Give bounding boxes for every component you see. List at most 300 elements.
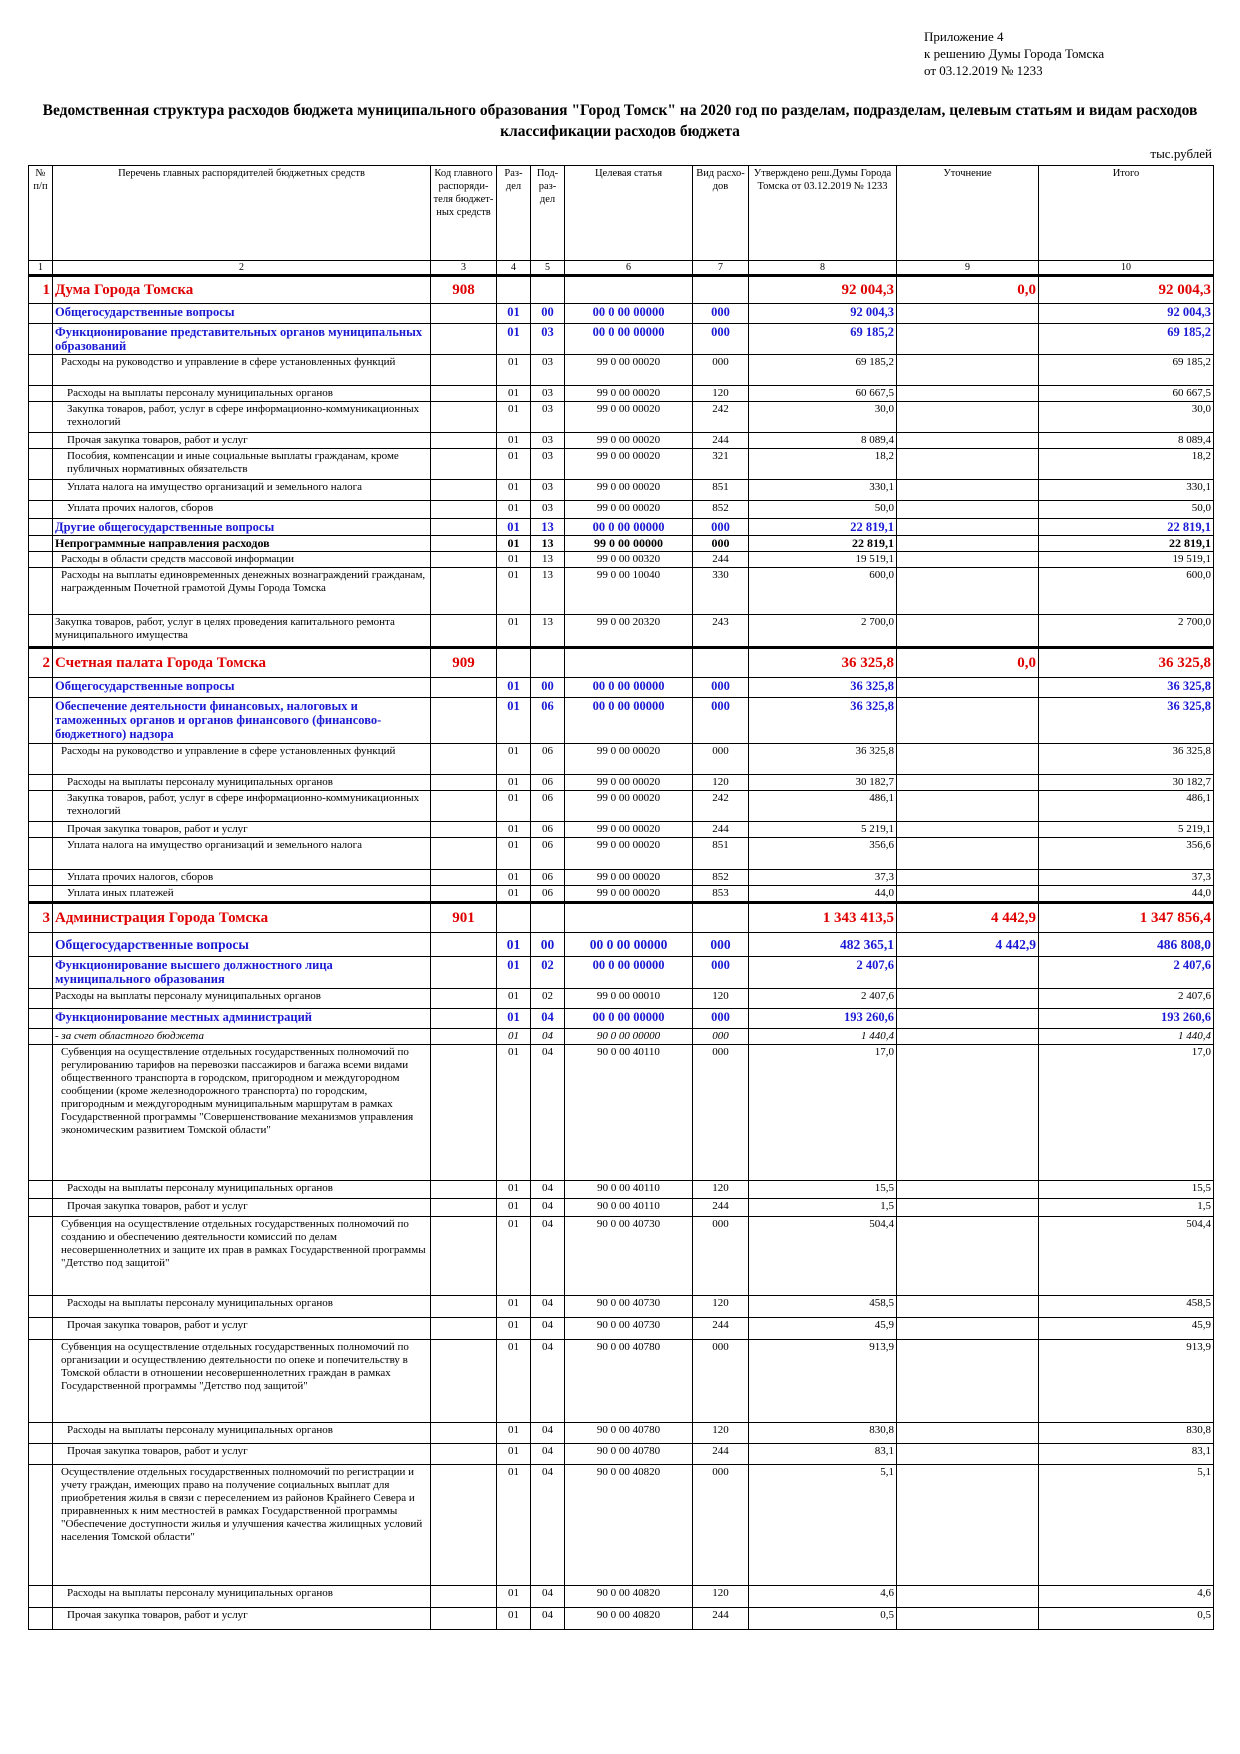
row-name: Прочая закупка товаров, работ и услуг xyxy=(53,822,431,838)
section-code: 01 xyxy=(497,519,531,536)
subsection-code: 06 xyxy=(531,791,565,822)
change-amount xyxy=(897,1608,1039,1630)
table-row xyxy=(29,1199,1214,1217)
row-name: Закупка товаров, работ, услуг в сфере информационно-коммуникационных технологий xyxy=(53,791,431,822)
approved-amount: 36 325,8 xyxy=(749,698,897,744)
target-item-code: 99 0 00 00020 xyxy=(565,449,693,480)
change-amount xyxy=(897,698,1039,744)
table-row xyxy=(29,648,1214,678)
expense-type-code: 000 xyxy=(693,1045,749,1181)
subsection-code: 06 xyxy=(531,886,565,903)
row-number: 3 xyxy=(29,903,53,933)
target-item-code: 90 0 00 40110 xyxy=(565,1045,693,1181)
expense-type-code: 244 xyxy=(693,433,749,449)
section-code: 01 xyxy=(497,791,531,822)
row-number xyxy=(29,480,53,501)
expense-type-code: 244 xyxy=(693,1199,749,1217)
table-row xyxy=(29,1586,1214,1608)
section-code xyxy=(497,903,531,933)
change-amount xyxy=(897,552,1039,568)
change-amount xyxy=(897,870,1039,886)
table-row xyxy=(29,1465,1214,1586)
change-amount xyxy=(897,324,1039,355)
row-number: 1 xyxy=(29,276,53,304)
target-item-code: 00 0 00 00000 xyxy=(565,1009,693,1029)
table-row xyxy=(29,1340,1214,1423)
row-name: Прочая закупка товаров, работ и услуг xyxy=(53,1318,431,1340)
expense-type-code: 120 xyxy=(693,1181,749,1199)
appendix-line: к решению Думы Города Томска xyxy=(924,46,1105,61)
row-name: Расходы на руководство и управление в сфере установленных функций xyxy=(53,355,431,386)
table-row xyxy=(29,568,1214,615)
expense-type-code: 244 xyxy=(693,1318,749,1340)
row-name: Уплата иных платежей xyxy=(53,886,431,903)
expense-type-code: 000 xyxy=(693,957,749,989)
row-number xyxy=(29,1444,53,1465)
distributor-code xyxy=(431,552,497,568)
distributor-code xyxy=(431,1296,497,1318)
target-item-code: 00 0 00 00000 xyxy=(565,933,693,957)
target-item-code: 90 0 00 40780 xyxy=(565,1340,693,1423)
table-row xyxy=(29,1045,1214,1181)
total-amount: 1 347 856,4 xyxy=(1039,903,1214,933)
subsection-code: 06 xyxy=(531,744,565,775)
row-name: Субвенция на осуществление отдельных государственных полномочий по организации и осуществлению деятельности по опеке и попечительству в Томской области в отношении несовершеннолетних граждан в рамках Государственной программы "Детство под защитой" xyxy=(53,1340,431,1423)
total-amount: 30 182,7 xyxy=(1039,775,1214,791)
header-cell: Вид расхо-дов xyxy=(693,166,749,261)
subsection-code xyxy=(531,648,565,678)
column-number: 8 xyxy=(749,261,897,276)
approved-amount: 2 407,6 xyxy=(749,989,897,1009)
row-number xyxy=(29,1608,53,1630)
section-code: 01 xyxy=(497,449,531,480)
change-amount xyxy=(897,989,1039,1009)
table-row xyxy=(29,822,1214,838)
expense-type-code: 244 xyxy=(693,822,749,838)
distributor-code xyxy=(431,957,497,989)
approved-amount: 1,5 xyxy=(749,1199,897,1217)
header-cell: Целевая статья xyxy=(565,166,693,261)
section-code: 01 xyxy=(497,1045,531,1181)
target-item-code: 99 0 00 00020 xyxy=(565,744,693,775)
expense-type-code: 000 xyxy=(693,1009,749,1029)
change-amount xyxy=(897,615,1039,648)
approved-amount: 36 325,8 xyxy=(749,678,897,698)
target-item-code: 99 0 00 00020 xyxy=(565,386,693,402)
distributor-code xyxy=(431,791,497,822)
distributor-code xyxy=(431,480,497,501)
table-row xyxy=(29,324,1214,355)
approved-amount: 482 365,1 xyxy=(749,933,897,957)
row-number xyxy=(29,1318,53,1340)
target-item-code: 00 0 00 00000 xyxy=(565,678,693,698)
target-item-code: 99 0 00 20320 xyxy=(565,615,693,648)
section-code: 01 xyxy=(497,744,531,775)
row-number xyxy=(29,791,53,822)
row-name: Дума Города Томска xyxy=(53,276,431,304)
total-amount: 69 185,2 xyxy=(1039,355,1214,386)
total-amount: 1 440,4 xyxy=(1039,1029,1214,1045)
subsection-code: 04 xyxy=(531,1340,565,1423)
column-number: 3 xyxy=(431,261,497,276)
subsection-code: 02 xyxy=(531,989,565,1009)
table-row xyxy=(29,1217,1214,1296)
approved-amount: 50,0 xyxy=(749,501,897,519)
section-code: 01 xyxy=(497,386,531,402)
total-amount: 36 325,8 xyxy=(1039,648,1214,678)
approved-amount: 60 667,5 xyxy=(749,386,897,402)
row-name: Функционирование высшего должностного лица муниципального образования xyxy=(53,957,431,989)
table-row xyxy=(29,433,1214,449)
approved-amount: 37,3 xyxy=(749,870,897,886)
table-row xyxy=(29,386,1214,402)
section-code: 01 xyxy=(497,615,531,648)
distributor-code: 901 xyxy=(431,903,497,933)
row-number xyxy=(29,386,53,402)
section-code: 01 xyxy=(497,1586,531,1608)
expense-type-code: 244 xyxy=(693,1608,749,1630)
expense-type-code: 000 xyxy=(693,1465,749,1586)
approved-amount: 69 185,2 xyxy=(749,355,897,386)
approved-amount: 458,5 xyxy=(749,1296,897,1318)
table-row xyxy=(29,552,1214,568)
distributor-code xyxy=(431,355,497,386)
total-amount: 5 219,1 xyxy=(1039,822,1214,838)
appendix-line: Приложение 4 xyxy=(924,29,1004,44)
table-row xyxy=(29,1296,1214,1318)
row-number xyxy=(29,1586,53,1608)
table-row xyxy=(29,775,1214,791)
approved-amount: 36 325,8 xyxy=(749,744,897,775)
expense-type-code: 000 xyxy=(693,519,749,536)
change-amount xyxy=(897,678,1039,698)
total-amount: 50,0 xyxy=(1039,501,1214,519)
distributor-code xyxy=(431,1586,497,1608)
subsection-code: 03 xyxy=(531,386,565,402)
change-amount xyxy=(897,355,1039,386)
row-number xyxy=(29,822,53,838)
approved-amount: 2 700,0 xyxy=(749,615,897,648)
target-item-code: 99 0 00 00020 xyxy=(565,402,693,433)
subsection-code: 04 xyxy=(531,1608,565,1630)
section-code: 01 xyxy=(497,1029,531,1045)
subsection-code: 04 xyxy=(531,1586,565,1608)
row-number xyxy=(29,449,53,480)
approved-amount: 17,0 xyxy=(749,1045,897,1181)
distributor-code xyxy=(431,698,497,744)
subsection-code: 13 xyxy=(531,519,565,536)
change-amount xyxy=(897,568,1039,615)
approved-amount: 356,6 xyxy=(749,838,897,870)
distributor-code xyxy=(431,678,497,698)
target-item-code: 90 0 00 40820 xyxy=(565,1465,693,1586)
table-row xyxy=(29,536,1214,552)
change-amount xyxy=(897,1045,1039,1181)
row-name: Непрограммные направления расходов xyxy=(53,536,431,552)
distributor-code xyxy=(431,1465,497,1586)
target-item-code: 99 0 00 00020 xyxy=(565,838,693,870)
change-amount xyxy=(897,433,1039,449)
subsection-code: 04 xyxy=(531,1009,565,1029)
header-cell: Итого xyxy=(1039,166,1214,261)
row-number xyxy=(29,324,53,355)
table-row xyxy=(29,480,1214,501)
target-item-code: 90 0 00 40730 xyxy=(565,1217,693,1296)
expense-type-code: 000 xyxy=(693,536,749,552)
approved-amount: 92 004,3 xyxy=(749,304,897,324)
row-name: Расходы на выплаты персоналу муниципальных органов xyxy=(53,1296,431,1318)
row-number xyxy=(29,1217,53,1296)
expense-type-code: 242 xyxy=(693,402,749,433)
target-item-code: 90 0 00 40730 xyxy=(565,1296,693,1318)
change-amount xyxy=(897,838,1039,870)
distributor-code xyxy=(431,870,497,886)
column-number: 9 xyxy=(897,261,1039,276)
target-item-code: 99 0 00 00020 xyxy=(565,870,693,886)
table-row xyxy=(29,402,1214,433)
row-name: Прочая закупка товаров, работ и услуг xyxy=(53,433,431,449)
expense-type-code: 000 xyxy=(693,744,749,775)
subsection-code xyxy=(531,903,565,933)
total-amount: 36 325,8 xyxy=(1039,698,1214,744)
distributor-code xyxy=(431,615,497,648)
change-amount xyxy=(897,775,1039,791)
subsection-code: 04 xyxy=(531,1296,565,1318)
row-number xyxy=(29,304,53,324)
row-number xyxy=(29,678,53,698)
row-number xyxy=(29,1009,53,1029)
header-cell: Утверждено реш.Думы Города Томска от 03.12.2019 № 1233 xyxy=(749,166,897,261)
change-amount xyxy=(897,1586,1039,1608)
section-code: 01 xyxy=(497,1608,531,1630)
row-name: Другие общегосударственные вопросы xyxy=(53,519,431,536)
row-name: Субвенция на осуществление отдельных государственных полномочий по созданию и обеспечению деятельности комиссий по делам несовершеннолетних и защите их прав в рамках Государственной программы "Детство под защитой" xyxy=(53,1217,431,1296)
table-row xyxy=(29,886,1214,903)
row-name: Расходы на выплаты персоналу муниципальных органов xyxy=(53,989,431,1009)
approved-amount: 5 219,1 xyxy=(749,822,897,838)
header-cell: Под-раз-дел xyxy=(531,166,565,261)
distributor-code xyxy=(431,822,497,838)
row-name: Уплата прочих налогов, сборов xyxy=(53,501,431,519)
expense-type-code: 243 xyxy=(693,615,749,648)
table-row xyxy=(29,678,1214,698)
approved-amount: 504,4 xyxy=(749,1217,897,1296)
row-number xyxy=(29,501,53,519)
total-amount: 15,5 xyxy=(1039,1181,1214,1199)
section-code: 01 xyxy=(497,678,531,698)
row-name: Расходы на выплаты персоналу муниципальных органов xyxy=(53,1181,431,1199)
approved-amount: 22 819,1 xyxy=(749,536,897,552)
section-code: 01 xyxy=(497,304,531,324)
row-number xyxy=(29,870,53,886)
distributor-code xyxy=(431,501,497,519)
row-name: Расходы на выплаты персоналу муниципальных органов xyxy=(53,775,431,791)
total-amount: 92 004,3 xyxy=(1039,276,1214,304)
row-number xyxy=(29,838,53,870)
target-item-code: 99 0 00 00020 xyxy=(565,501,693,519)
table-row xyxy=(29,744,1214,775)
section-code: 01 xyxy=(497,1296,531,1318)
total-amount: 2 407,6 xyxy=(1039,989,1214,1009)
row-name: Прочая закупка товаров, работ и услуг xyxy=(53,1608,431,1630)
subsection-code: 04 xyxy=(531,1181,565,1199)
distributor-code: 909 xyxy=(431,648,497,678)
header-row xyxy=(29,166,1214,261)
row-name: Администрация Города Томска xyxy=(53,903,431,933)
table-row xyxy=(29,698,1214,744)
subsection-code: 04 xyxy=(531,1199,565,1217)
expense-type-code: 853 xyxy=(693,886,749,903)
row-name: Закупка товаров, работ, услуг в сфере информационно-коммуникационных технологий xyxy=(53,402,431,433)
total-amount: 458,5 xyxy=(1039,1296,1214,1318)
table-row xyxy=(29,276,1214,304)
target-item-code: 90 0 00 40730 xyxy=(565,1318,693,1340)
total-amount: 69 185,2 xyxy=(1039,324,1214,355)
total-amount: 92 004,3 xyxy=(1039,304,1214,324)
change-amount xyxy=(897,402,1039,433)
distributor-code xyxy=(431,1045,497,1181)
subsection-code: 03 xyxy=(531,480,565,501)
column-number: 1 xyxy=(29,261,53,276)
target-item-code: 99 0 00 10040 xyxy=(565,568,693,615)
change-amount xyxy=(897,1465,1039,1586)
section-code: 01 xyxy=(497,957,531,989)
total-amount: 83,1 xyxy=(1039,1444,1214,1465)
target-item-code: 90 0 00 40110 xyxy=(565,1181,693,1199)
change-amount xyxy=(897,449,1039,480)
change-amount xyxy=(897,386,1039,402)
section-code: 01 xyxy=(497,838,531,870)
approved-amount: 1 343 413,5 xyxy=(749,903,897,933)
column-number: 2 xyxy=(53,261,431,276)
approved-amount: 92 004,3 xyxy=(749,276,897,304)
row-number xyxy=(29,402,53,433)
distributor-code xyxy=(431,386,497,402)
table-row xyxy=(29,449,1214,480)
row-number xyxy=(29,355,53,386)
section-code: 01 xyxy=(497,698,531,744)
row-name: Прочая закупка товаров, работ и услуг xyxy=(53,1444,431,1465)
change-amount xyxy=(897,480,1039,501)
distributor-code xyxy=(431,1199,497,1217)
section-code: 01 xyxy=(497,480,531,501)
target-item-code: 00 0 00 00000 xyxy=(565,324,693,355)
distributor-code xyxy=(431,1423,497,1444)
change-amount xyxy=(897,1444,1039,1465)
change-amount xyxy=(897,501,1039,519)
change-amount xyxy=(897,1318,1039,1340)
section-code: 01 xyxy=(497,552,531,568)
expense-type-code: 244 xyxy=(693,552,749,568)
expense-type-code: 851 xyxy=(693,480,749,501)
column-number-row xyxy=(29,261,1214,276)
distributor-code xyxy=(431,536,497,552)
distributor-code xyxy=(431,324,497,355)
approved-amount: 330,1 xyxy=(749,480,897,501)
approved-amount: 5,1 xyxy=(749,1465,897,1586)
table-row xyxy=(29,1029,1214,1045)
change-amount xyxy=(897,1199,1039,1217)
approved-amount: 193 260,6 xyxy=(749,1009,897,1029)
row-number xyxy=(29,957,53,989)
approved-amount: 2 407,6 xyxy=(749,957,897,989)
table-row xyxy=(29,615,1214,648)
table-row xyxy=(29,1444,1214,1465)
distributor-code xyxy=(431,568,497,615)
change-amount xyxy=(897,1423,1039,1444)
distributor-code xyxy=(431,838,497,870)
change-amount xyxy=(897,1009,1039,1029)
expense-type-code xyxy=(693,648,749,678)
header-cell: № п/п xyxy=(29,166,53,261)
table-row xyxy=(29,989,1214,1009)
expense-type-code: 000 xyxy=(693,1029,749,1045)
expense-type-code xyxy=(693,276,749,304)
total-amount: 17,0 xyxy=(1039,1045,1214,1181)
row-number xyxy=(29,1199,53,1217)
approved-amount: 4,6 xyxy=(749,1586,897,1608)
section-code: 01 xyxy=(497,536,531,552)
section-code: 01 xyxy=(497,1199,531,1217)
total-amount: 4,6 xyxy=(1039,1586,1214,1608)
distributor-code xyxy=(431,775,497,791)
change-amount xyxy=(897,536,1039,552)
change-amount xyxy=(897,519,1039,536)
row-name: Общегосударственные вопросы xyxy=(53,678,431,698)
change-amount xyxy=(897,957,1039,989)
approved-amount: 19 519,1 xyxy=(749,552,897,568)
section-code: 01 xyxy=(497,886,531,903)
subsection-code: 00 xyxy=(531,678,565,698)
row-name: Уплата налога на имущество организаций и земельного налога xyxy=(53,480,431,501)
expense-type-code: 000 xyxy=(693,678,749,698)
target-item-code xyxy=(565,903,693,933)
approved-amount: 69 185,2 xyxy=(749,324,897,355)
section-code: 01 xyxy=(497,1009,531,1029)
expense-type-code: 120 xyxy=(693,1296,749,1318)
total-amount: 45,9 xyxy=(1039,1318,1214,1340)
row-name: Субвенция на осуществление отдельных государственных полномочий по регулированию тарифов на перевозки пассажиров и багажа всеми видами общественного транспорта в городском, пригородном и междугородном сообщении (кроме железнодорожного транспорта) по городским, пригородным и междугородным муниципальным маршрутам в рамках Государственной программы "Совершенствование механизмов управления экономическим развитием Томской области" xyxy=(53,1045,431,1181)
change-amount xyxy=(897,1029,1039,1045)
target-item-code: 99 0 00 00020 xyxy=(565,822,693,838)
column-number: 4 xyxy=(497,261,531,276)
row-number xyxy=(29,1181,53,1199)
target-item-code: 99 0 00 00020 xyxy=(565,775,693,791)
section-code: 01 xyxy=(497,1181,531,1199)
row-number xyxy=(29,1340,53,1423)
subsection-code: 04 xyxy=(531,1423,565,1444)
row-name: Расходы в области средств массовой информации xyxy=(53,552,431,568)
table-row xyxy=(29,1423,1214,1444)
subsection-code: 04 xyxy=(531,1465,565,1586)
distributor-code xyxy=(431,449,497,480)
total-amount: 37,3 xyxy=(1039,870,1214,886)
header-cell: Уточнение xyxy=(897,166,1039,261)
change-amount xyxy=(897,1340,1039,1423)
row-name: Расходы на руководство и управление в сфере установленных функций xyxy=(53,744,431,775)
target-item-code: 90 0 00 00000 xyxy=(565,1029,693,1045)
row-number xyxy=(29,552,53,568)
change-amount xyxy=(897,1296,1039,1318)
approved-amount: 486,1 xyxy=(749,791,897,822)
expense-type-code: 000 xyxy=(693,355,749,386)
appendix-note xyxy=(924,28,1104,79)
target-item-code: 00 0 00 00000 xyxy=(565,304,693,324)
subsection-code: 13 xyxy=(531,615,565,648)
approved-amount: 913,9 xyxy=(749,1340,897,1423)
change-amount xyxy=(897,1181,1039,1199)
table-row xyxy=(29,1181,1214,1199)
